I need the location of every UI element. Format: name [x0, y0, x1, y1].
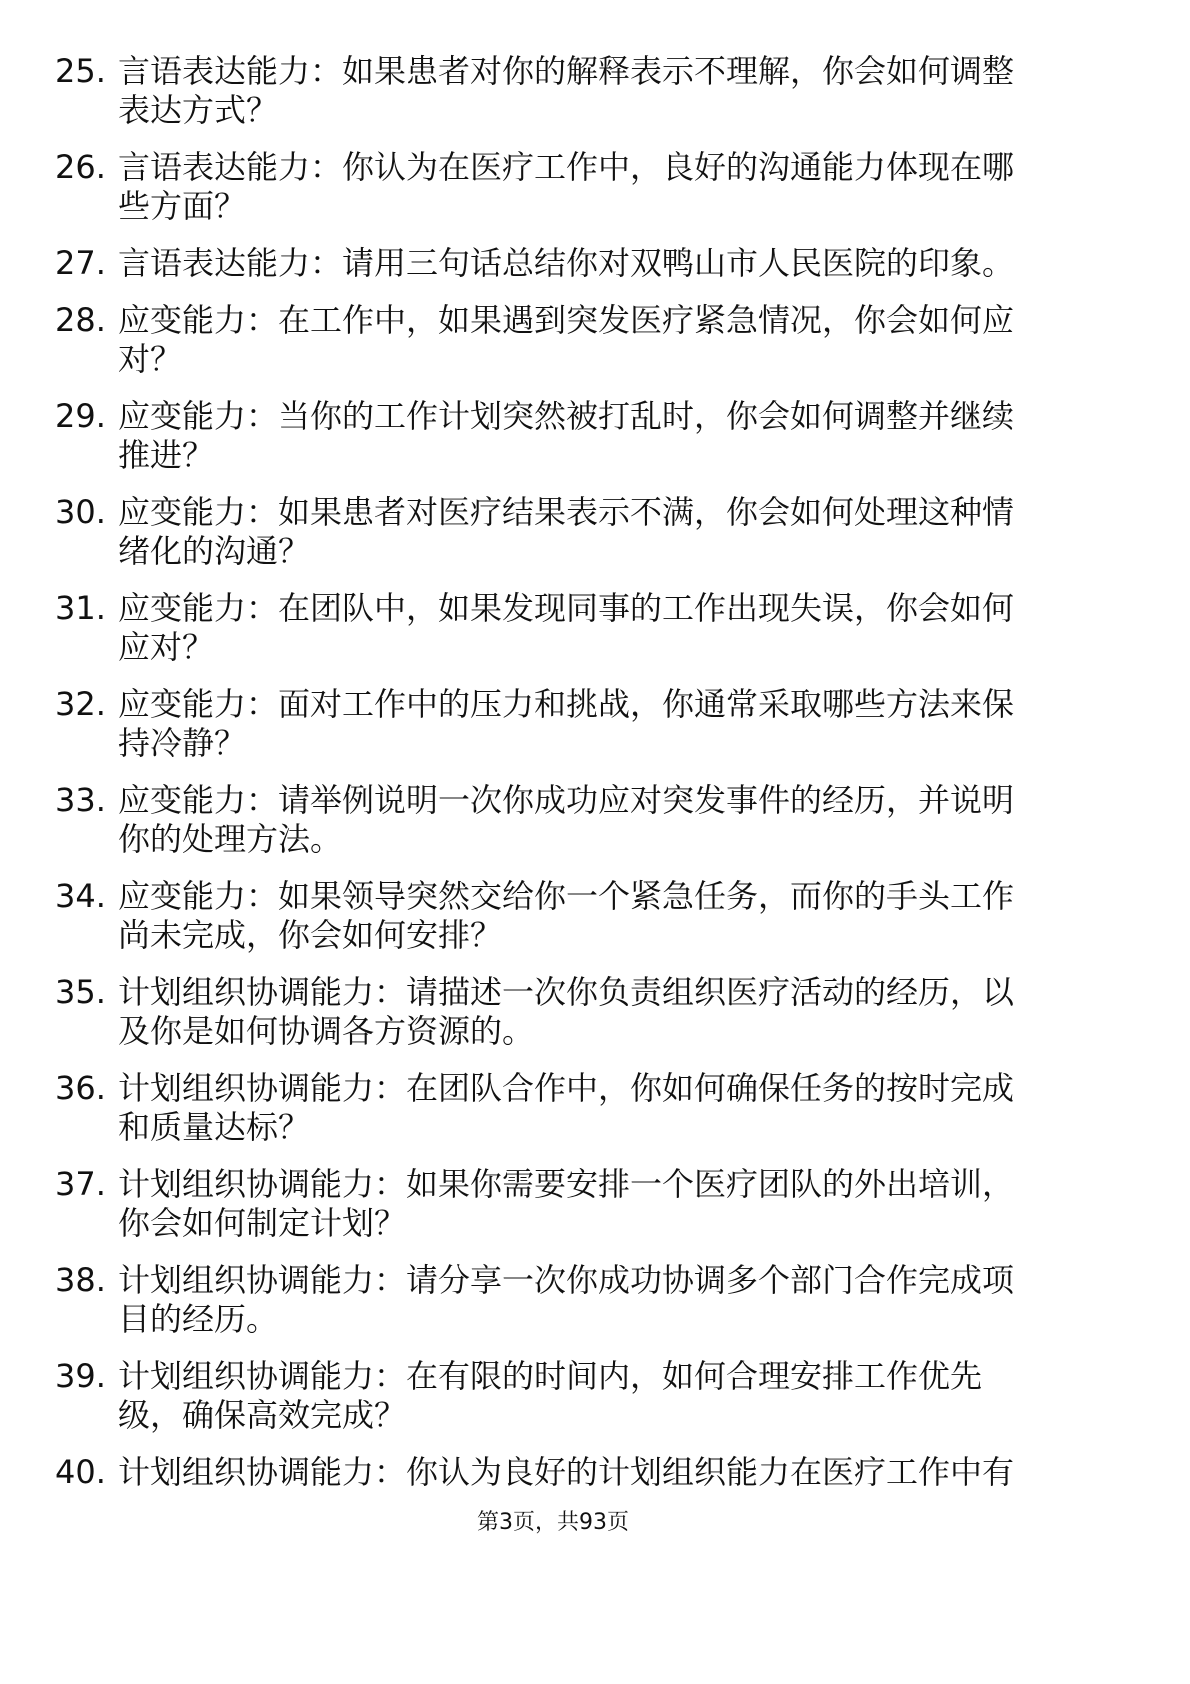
list-item	[55, 781, 1135, 859]
item-text-line: 计划组织协调能力：如果你需要安排一个医疗团队的外出培训，	[118, 1165, 1015, 1203]
item-text-line: 计划组织协调能力：在团队合作中，你如何确保任务的按时完成	[118, 1069, 1015, 1107]
item-text	[118, 1357, 1135, 1435]
item-text-line: 对？	[118, 340, 183, 378]
item-text-line: 绪化的沟通？	[118, 532, 311, 570]
item-text-line: 计划组织协调能力：在有限的时间内，如何合理安排工作优先	[118, 1357, 983, 1395]
item-text	[118, 301, 1135, 379]
item-text-line: 言语表达能力：请用三句话总结你对双鸭山市人民医院的印象。	[118, 244, 1015, 282]
item-text	[118, 493, 1135, 571]
list-item	[55, 1261, 1135, 1339]
item-text-line: 和质量达标？	[118, 1108, 311, 1146]
page-footer: 第3页，共93页	[477, 1510, 629, 1535]
item-text-line: 应变能力：如果领导突然交给你一个紧急任务，而你的手头工作	[118, 877, 1015, 915]
item-text-line: 持冷静？	[118, 724, 247, 762]
list-item	[55, 1453, 1135, 1492]
list-item	[55, 1165, 1135, 1243]
item-text-line: 计划组织协调能力：请描述一次你负责组织医疗活动的经历，以	[118, 973, 1015, 1011]
item-text	[118, 1165, 1135, 1243]
item-text-line: 你的处理方法。	[118, 820, 343, 858]
item-text-line: 言语表达能力：如果患者对你的解释表示不理解，你会如何调整	[118, 52, 1015, 90]
list-item	[55, 589, 1135, 667]
item-text-line: 尚未完成，你会如何安排？	[118, 916, 503, 954]
item-text-line: 及你是如何协调各方资源的。	[118, 1012, 535, 1050]
item-number: 30.	[55, 493, 106, 531]
item-number: 36.	[55, 1069, 106, 1107]
item-text	[118, 877, 1135, 955]
item-text-line: 推进？	[118, 436, 215, 474]
list-item	[55, 1357, 1135, 1435]
item-number: 27.	[55, 244, 106, 282]
item-text	[118, 589, 1135, 667]
list-item	[55, 52, 1135, 130]
item-text-line: 计划组织协调能力：你认为良好的计划组织能力在医疗工作中有	[118, 1453, 1015, 1491]
item-text-line: 应变能力：如果患者对医疗结果表示不满，你会如何处理这种情	[118, 493, 1015, 531]
list-item	[55, 148, 1135, 226]
list-item	[55, 973, 1135, 1051]
item-number: 33.	[55, 781, 106, 819]
list-item	[55, 877, 1135, 955]
item-text	[118, 1453, 1135, 1492]
item-number: 29.	[55, 397, 106, 435]
item-text-line: 应变能力：请举例说明一次你成功应对突发事件的经历，并说明	[118, 781, 1015, 819]
item-text	[118, 781, 1135, 859]
item-text	[118, 1261, 1135, 1339]
item-number: 38.	[55, 1261, 106, 1299]
item-number: 32.	[55, 685, 106, 723]
item-number: 39.	[55, 1357, 106, 1395]
item-text-line: 应变能力：在团队中，如果发现同事的工作出现失误，你会如何	[118, 589, 1015, 627]
item-text	[118, 148, 1135, 226]
item-number: 28.	[55, 301, 106, 339]
list-item	[55, 244, 1135, 283]
item-text-line: 表达方式？	[118, 91, 279, 129]
list-item	[55, 493, 1135, 571]
item-text-line: 应变能力：面对工作中的压力和挑战，你通常采取哪些方法来保	[118, 685, 1015, 723]
item-text-line: 计划组织协调能力：请分享一次你成功协调多个部门合作完成项	[118, 1261, 1015, 1299]
item-text	[118, 397, 1135, 475]
question-list	[55, 52, 1135, 1510]
list-item	[55, 397, 1135, 475]
item-text	[118, 1069, 1135, 1147]
item-text-line: 言语表达能力：你认为在医疗工作中，良好的沟通能力体现在哪	[118, 148, 1015, 186]
item-number: 34.	[55, 877, 106, 915]
list-item	[55, 1069, 1135, 1147]
list-item	[55, 685, 1135, 763]
item-text-line: 些方面？	[118, 187, 247, 225]
item-text	[118, 244, 1135, 283]
item-number: 40.	[55, 1453, 106, 1491]
item-number: 25.	[55, 52, 106, 90]
item-text	[118, 685, 1135, 763]
item-text	[118, 973, 1135, 1051]
item-number: 37.	[55, 1165, 106, 1203]
item-text-line: 应变能力：在工作中，如果遇到突发医疗紧急情况，你会如何应	[118, 301, 1015, 339]
item-text-line: 级，确保高效完成？	[118, 1396, 407, 1434]
item-number: 26.	[55, 148, 106, 186]
list-item	[55, 301, 1135, 379]
item-text	[118, 52, 1135, 130]
item-text-line: 应变能力：当你的工作计划突然被打乱时，你会如何调整并继续	[118, 397, 1015, 435]
item-number: 35.	[55, 973, 106, 1011]
item-number: 31.	[55, 589, 106, 627]
item-text-line: 应对？	[118, 628, 215, 666]
item-text-line: 目的经历。	[118, 1300, 279, 1338]
item-text-line: 你会如何制定计划？	[118, 1204, 407, 1242]
